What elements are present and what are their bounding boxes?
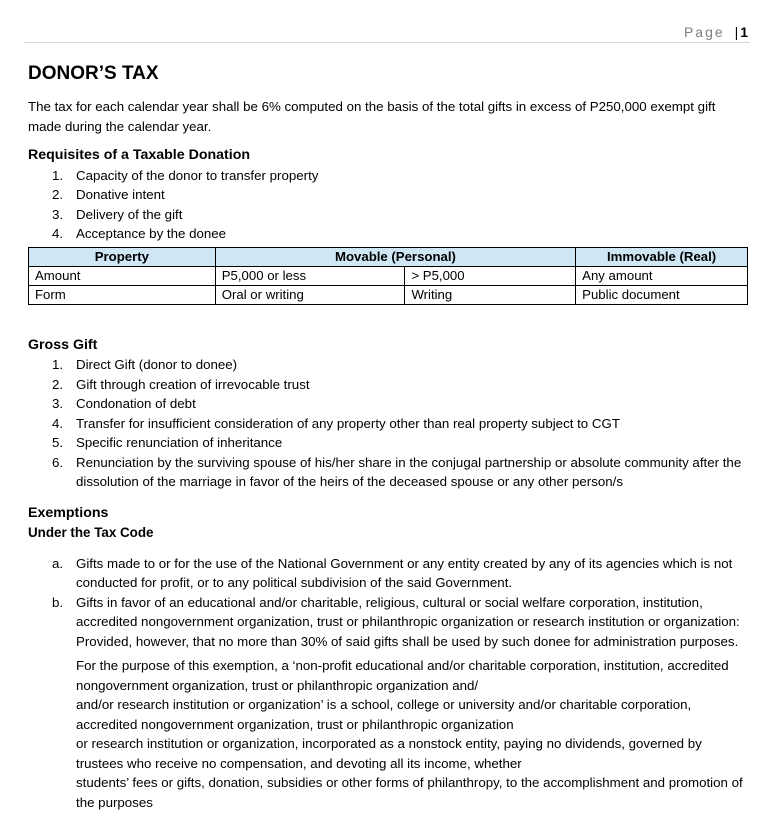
list-marker: 4.	[52, 415, 64, 431]
list-item-text: Specific renunciation of inheritance	[76, 435, 283, 450]
table-cell: Any amount	[576, 266, 748, 285]
list-item-text: Donative intent	[76, 187, 165, 202]
property-table	[28, 247, 748, 305]
list-item	[28, 185, 750, 205]
list-marker: 3.	[52, 396, 64, 411]
gross-gift-list	[28, 355, 750, 492]
list-item	[28, 593, 750, 652]
note-line: and/or research institution or organization’ is a school, college or university and/or charitable corporation, accredited nongovernment organization, trust or philanthropic organization	[76, 697, 692, 732]
list-item-text: Gifts in favor of an educational and/or charitable, religious, cultural or social welfare corporation, institution, accredited nongovernment organization, trust or philanthropic organization or research institution or organization: Provided, however, that no more than 30% of said gifts shall be used by such donee for administration purposes.	[76, 594, 740, 649]
list-item-text: Renunciation by the surviving spouse of his/her share in the conjugal partnership or absolute community after the dissolution of the marriage in favor of the heirs of the deceased spouse or any other person/s	[76, 454, 742, 489]
table-cell: Writing	[405, 285, 576, 304]
table-cell: P5,000 or less	[215, 266, 405, 285]
page-header	[684, 24, 748, 40]
list-marker: 2.	[52, 187, 64, 202]
column-header-immovable: Immovable (Real)	[576, 247, 748, 266]
list-item	[28, 205, 750, 225]
note-line: students’ fees or gifts, donation, subsidies or other forms of philanthropy, to the accomplishment and promotion of the purposes	[76, 775, 743, 810]
table-cell: Oral or writing	[215, 285, 405, 304]
requisites-list	[28, 166, 750, 244]
requisites-heading: Requisites of a Taxable Donation	[28, 147, 251, 163]
list-item	[28, 414, 750, 434]
list-item-text: Gifts made to or for the use of the National Government or any entity created by any of its agencies which is not conducted for profit, or to any political subdivision of the said Government.	[76, 555, 733, 590]
list-marker: 5.	[52, 435, 64, 450]
page-separator: |	[734, 24, 739, 40]
row-label: Amount	[29, 266, 216, 285]
note-line: For the purpose of this exemption, a ‘non-profit educational and/or charitable corporation, institution, accredited nongovernment organization, trust or philanthropic organization and/	[76, 658, 729, 693]
list-item	[28, 453, 750, 492]
page-label: Page	[683, 24, 725, 40]
intro-paragraph: The tax for each calendar year shall be 6% computed on the basis of the total gifts in excess of P250,000 exempt gift made during the calendar year.	[28, 99, 716, 134]
exemption-note	[28, 656, 750, 812]
document-title: DONOR’S TAX	[28, 63, 159, 84]
list-item	[28, 394, 750, 414]
list-marker: a.	[52, 555, 64, 571]
row-label: Form	[29, 285, 216, 304]
column-header-property: Property	[29, 247, 216, 266]
list-item-text: Acceptance by the donee	[76, 226, 227, 241]
table-cell: Public document	[576, 285, 748, 304]
table-header-row	[29, 247, 748, 266]
list-item-text: Condonation of debt	[76, 396, 196, 411]
list-item	[28, 554, 750, 593]
list-marker: 4.	[52, 226, 64, 241]
list-marker: 2.	[52, 376, 64, 392]
list-item-text: Direct Gift (donor to donee)	[76, 357, 238, 372]
list-marker: 6.	[52, 454, 64, 470]
exemptions-heading: Exemptions	[28, 504, 109, 521]
list-item-text: Transfer for insufficient consideration of any property other than real property subject to CGT	[76, 415, 620, 431]
list-marker: b.	[52, 594, 64, 610]
document-body	[28, 62, 750, 812]
list-item	[28, 224, 750, 244]
list-item-text: Delivery of the gift	[76, 206, 183, 222]
list-item-text: Gift through creation of irrevocable trust	[76, 376, 310, 392]
table-cell: > P5,000	[405, 266, 576, 285]
list-marker: 3.	[52, 206, 64, 222]
column-header-movable: Movable (Personal)	[215, 247, 575, 266]
list-item	[28, 166, 750, 186]
header-rule	[24, 42, 750, 43]
list-marker: 1.	[52, 167, 64, 183]
list-item	[28, 433, 750, 453]
list-item-text: Capacity of the donor to transfer property	[76, 167, 319, 183]
list-item	[28, 355, 750, 375]
table-row	[29, 285, 748, 304]
gross-gift-heading: Gross Gift	[28, 336, 98, 353]
page-number: 1	[740, 24, 748, 40]
exemptions-list	[28, 554, 750, 652]
list-item	[28, 375, 750, 395]
exemptions-subheading: Under the Tax Code	[28, 525, 154, 540]
list-marker: 1.	[52, 357, 64, 372]
table-row	[29, 266, 748, 285]
note-line: or research institution or organization, incorporated as a nonstock entity, paying no dividends, governed by trustees who receive no compensation, and devoting all its income, whether	[76, 736, 702, 771]
